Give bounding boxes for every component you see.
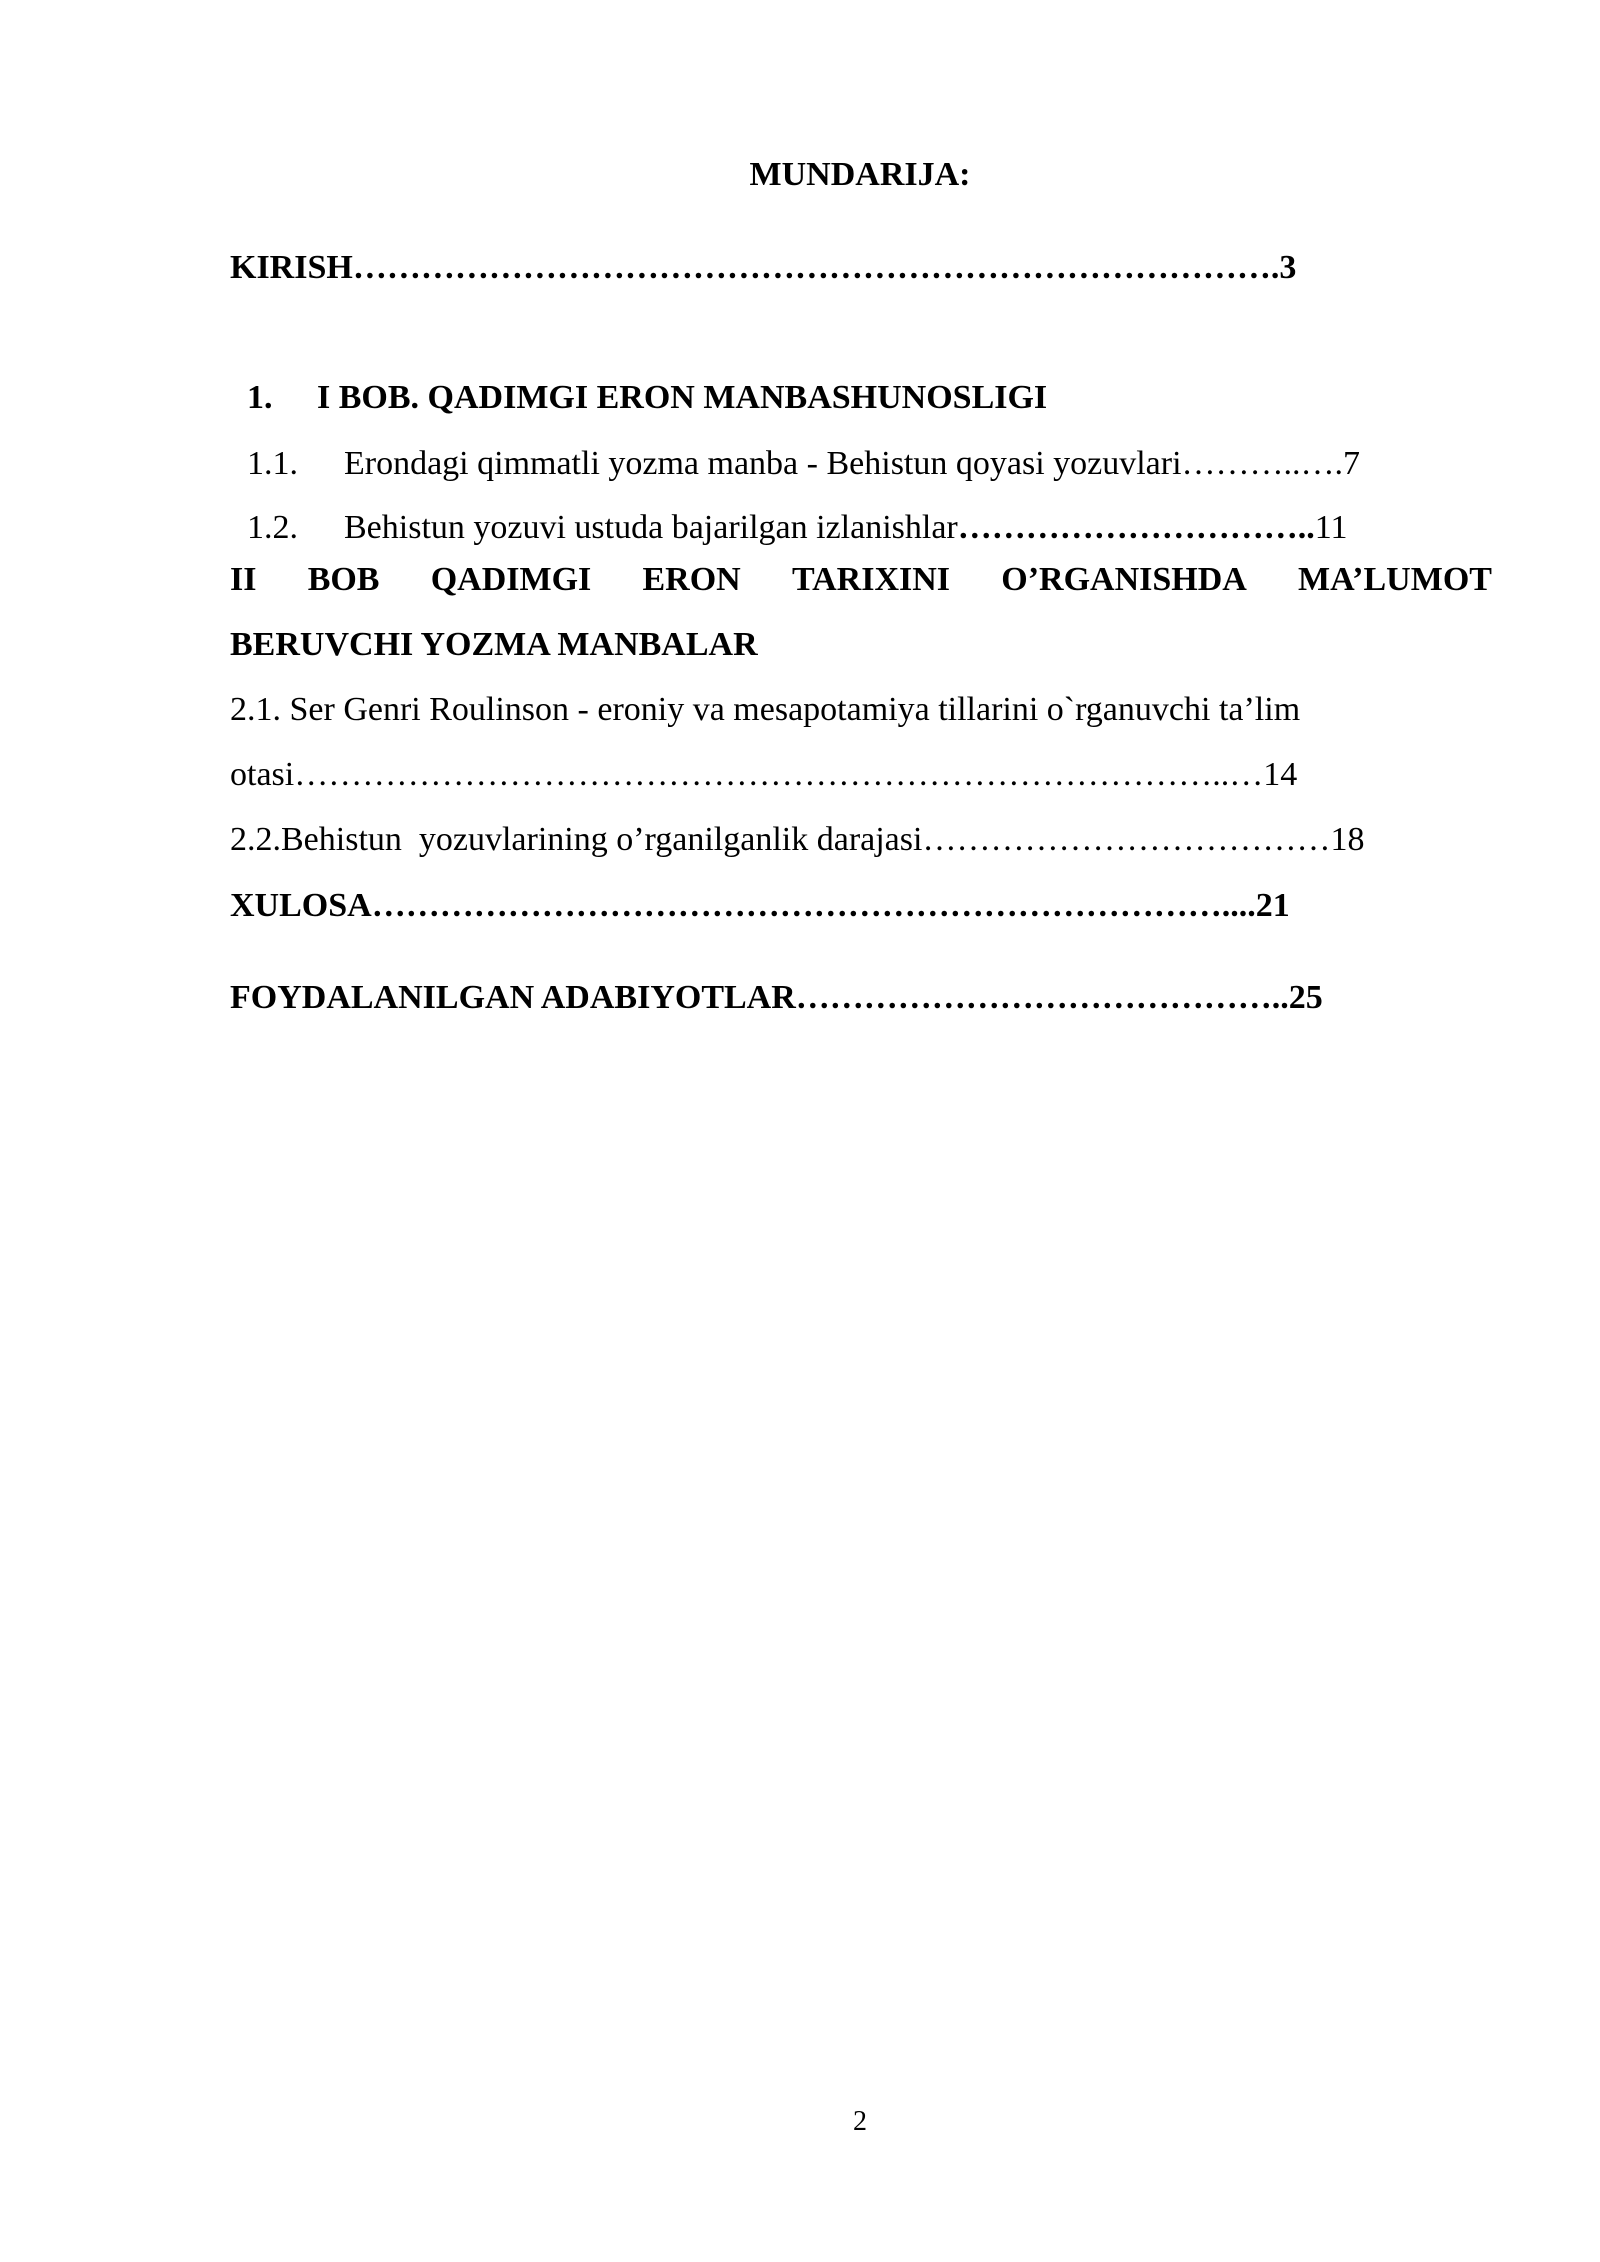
toc-entry-adabiyotlar[interactable]: FOYDALANILGAN ADABIYOTLAR……………………………………..25 xyxy=(230,979,1323,1016)
chapter-2-word: MA’LUMOT xyxy=(1298,561,1492,598)
chapter-2-word: TARIXINI xyxy=(791,561,951,598)
toc-entry-section-1-2[interactable] xyxy=(230,468,1348,548)
toc-entry-xulosa[interactable]: XULOSA…………………………………………………………………....21 xyxy=(230,887,1290,924)
toc-entry-chapter-2[interactable] xyxy=(230,560,1492,600)
section-1-1-text: Erondagi qimmatli yozma manba - Behistun qoyasi yozuvlari………..….7 xyxy=(344,445,1361,482)
section-1-1-number: 1.1. xyxy=(247,445,298,482)
chapter-2-word: BOB xyxy=(307,561,380,598)
section-1-2-number: 1.2. xyxy=(247,509,298,546)
toc-entry-section-2-1-continued[interactable]: otasi………………………………………………………………………..…14 xyxy=(230,756,1298,793)
section-1-2-page: 11 xyxy=(1314,509,1348,546)
chapter-2-word: II xyxy=(230,561,257,598)
section-1-2-leader: ………………………….. xyxy=(957,509,1315,546)
toc-entry-section-2-2[interactable]: 2.2.Behistun yozuvlarining o’rganilganlik darajasi………………………………18 xyxy=(230,821,1365,858)
section-1-2-text: Behistun yozuvi ustuda bajarilgan izlanishlar xyxy=(344,509,958,546)
page-number: 2 xyxy=(853,2106,867,2137)
chapter-1-title: I BOB. QADIMGI ERON MANBASHUNOSLIGI xyxy=(317,379,1048,416)
chapter-2-word: ERON xyxy=(642,561,741,598)
chapter-2-word: O’RGANISHDA xyxy=(1001,561,1247,598)
chapter-2-title-continued: BERUVCHI YOZMA MANBALAR xyxy=(230,626,758,663)
toc-title: MUNDARIJA: xyxy=(749,156,971,193)
toc-entry-kirish[interactable]: KIRISH……………………………………………………………………….3 xyxy=(230,249,1297,286)
chapter-1-number: 1. xyxy=(247,379,273,416)
toc-entry-section-2-1[interactable]: 2.1. Ser Genri Roulinson - eroniy va mesapotamiya tillarini o`rganuvchi ta’lim xyxy=(230,691,1301,728)
chapter-2-word: QADIMGI xyxy=(430,561,592,598)
